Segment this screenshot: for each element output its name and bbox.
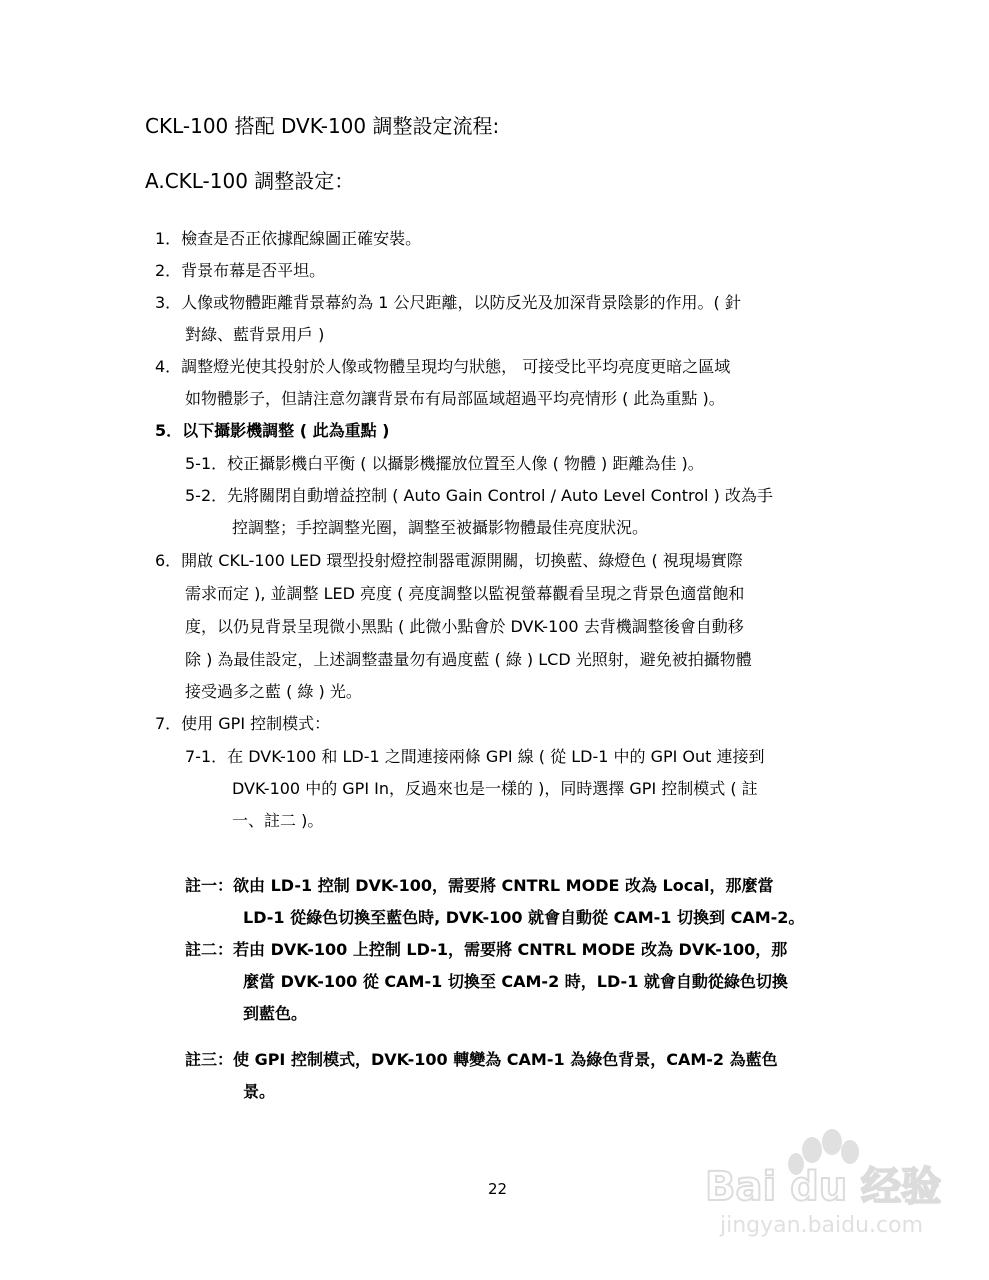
- list-item-1: 1．檢查是否正依據配線圖正確安裝。: [155, 229, 422, 248]
- list-item-7-1-line1: 7-1．在 DVK-100 和 LD-1 之間連接兩條 GPI 線 ( 從 LD-1 中的 GPI Out 連接到: [185, 747, 765, 766]
- note-2-line2: 麼當 DVK-100 從 CAM-1 切換至 CAM-2 時，LD-1 就會自動從綠色切換: [243, 972, 788, 991]
- page-number: 22: [488, 1180, 508, 1198]
- note-1-line1: 註一：欲由 LD-1 控制 DVK-100，需要將 CNTRL MODE 改為 Local，那麼當: [185, 876, 774, 895]
- list-item-3-line2: 對綠、藍背景用戶 ): [185, 325, 325, 344]
- list-item-4-line1: 4．調整燈光使其投射於人像或物體呈現均勻狀態， 可接受比平均亮度更暗之區域: [155, 357, 731, 376]
- baidu-watermark: [700, 1120, 950, 1250]
- section-heading: A.CKL-100 調整設定：: [145, 169, 355, 193]
- watermark-url: jingyan.baidu.com: [720, 1213, 924, 1238]
- list-item-7-1-line3: 一、註二 )。: [232, 811, 324, 830]
- list-item-6-line3: 度，以仍見背景呈現微小黑點 ( 此微小點會於 DVK-100 去背機調整後會自動移: [185, 617, 744, 636]
- list-item-4-line2: 如物體影子，但請注意勿讓背景布有局部區域超過平均亮情形 ( 此為重點 )。: [185, 389, 725, 408]
- note-2-line1: 註二：若由 DVK-100 上控制 LD-1，需要將 CNTRL MODE 改為 DVK-100，那: [185, 940, 788, 959]
- note-3-line1: 註三：使 GPI 控制模式，DVK-100 轉變為 CAM-1 為綠色背景，CAM-2 為藍色: [185, 1050, 778, 1069]
- list-item-5-2-line1: 5-2．先將關閉自動增益控制 ( Auto Gain Control / Auto Level Control ) 改為手: [185, 486, 773, 505]
- list-item-5-2-line2: 控調整；手控調整光圈，調整至被攝影物體最佳亮度狀況。: [232, 518, 649, 537]
- list-item-6-line1: 6．開啟 CKL-100 LED 環型投射燈控制器電源開關，切換藍、綠燈色 ( 視現場實際: [155, 551, 743, 570]
- list-item-5: 5．以下攝影機調整 ( 此為重點 ): [155, 421, 390, 440]
- list-item-6-line2: 需求而定 ), 並調整 LED 亮度 ( 亮度調整以監視螢幕觀看呈現之背景色適當飽和: [185, 584, 745, 603]
- page-title: CKL-100 搭配 DVK-100 調整設定流程:: [145, 114, 500, 138]
- list-item-7: 7．使用 GPI 控制模式：: [155, 714, 331, 733]
- note-2-line3: 到藍色。: [243, 1004, 308, 1023]
- note-1-line2: LD-1 從綠色切換至藍色時, DVK-100 就會自動從 CAM-1 切換到 CAM-2。: [243, 908, 805, 927]
- list-item-6-line4: 除 ) 為最佳設定，上述調整盡量勿有過度藍 ( 綠 ) LCD 光照射，避免被拍攝物體: [185, 650, 752, 669]
- list-item-2: 2．背景布幕是否平坦。: [155, 261, 326, 280]
- list-item-3-line1: 3．人像或物體距離背景幕約為 1 公尺距離，以防反光及加深背景陰影的作用。( 針: [155, 293, 741, 312]
- list-item-7-1-line2: DVK-100 中的 GPI In，反過來也是一樣的 )，同時選擇 GPI 控制模式 ( 註: [232, 779, 758, 798]
- paw-logo-icon: [700, 1120, 950, 1250]
- list-item-6-line5: 接受過多之藍 ( 綠 ) 光。: [185, 682, 362, 701]
- list-item-5-1: 5-1．校正攝影機白平衡 ( 以攝影機擺放位置至人像 ( 物體 ) 距離為佳 )。: [185, 454, 704, 473]
- watermark-brand: Bai du 经验: [705, 1164, 942, 1210]
- note-3-line2: 景。: [243, 1082, 276, 1101]
